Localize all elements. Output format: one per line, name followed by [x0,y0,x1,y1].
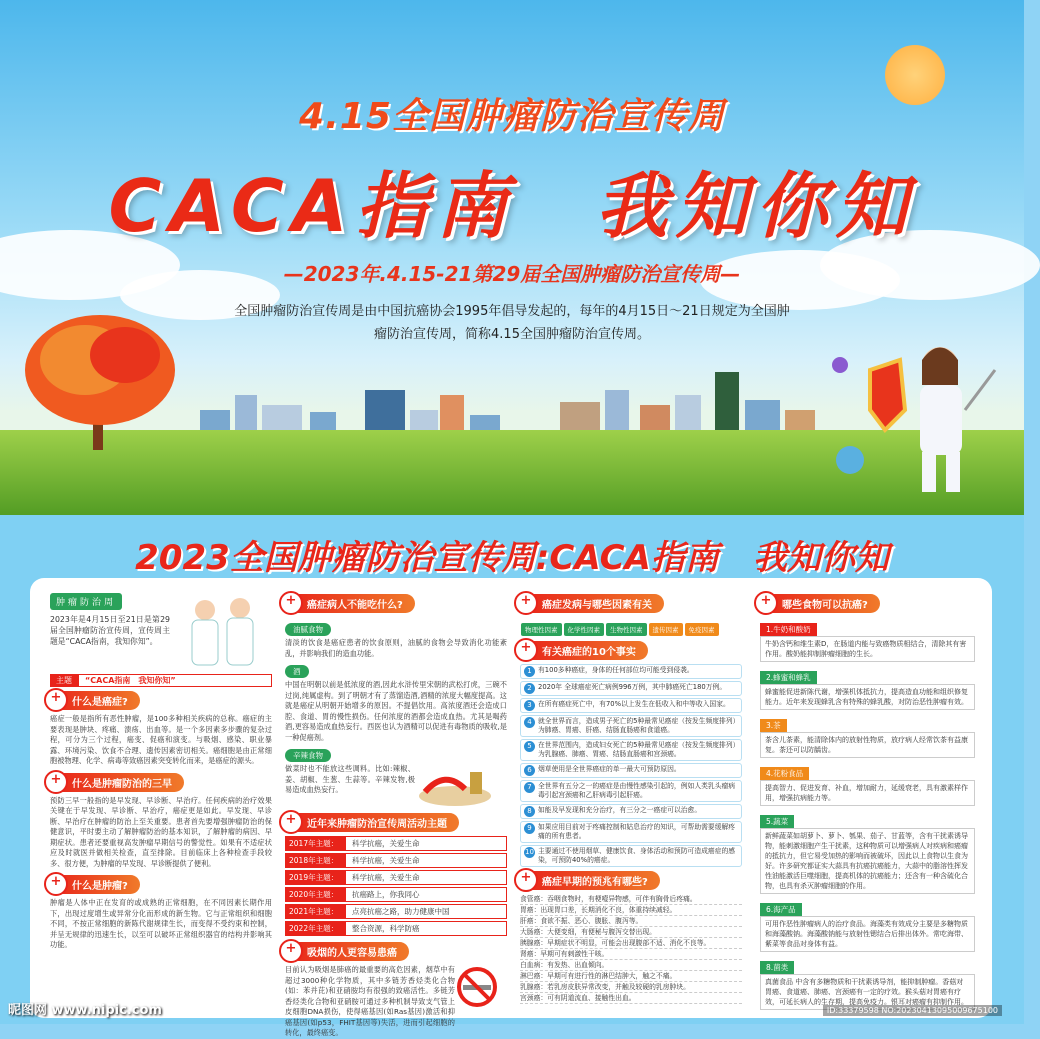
subheading: 酒 [285,665,309,678]
symptom-item: 肾癌：早期可有刺激性干咳。 [520,949,742,960]
week-badge: 肿瘤防治周 [50,593,122,610]
header-subtitle: 4.15全国肿瘤防治宣传周 [299,96,725,137]
food-heading: 4.花粉食品 [760,767,809,780]
timeline-row: 2019年主题： 科学抗癌，关爱生命 [285,870,507,885]
section-title: + 癌症发病与哪些因素有关 [520,594,664,613]
food-item [760,617,975,662]
food-item [760,761,975,806]
section-title: + 癌症病人不能吃什么? [285,594,415,613]
factor-tag: 免疫因素 [685,623,719,636]
heart-tree-icon [15,310,185,450]
symptom-item: 宫颈癌：可有阴道流血、接触性出血。 [520,993,742,1004]
section-body: 清淡的饮食是癌症患者的饮食原则，油腻的食物会导致消化功能紊乱，并影响我们的造血功能。 [285,638,507,658]
banner-title: 2023全国肿瘤防治宣传周:CACA指南 我知你知 [135,538,889,578]
symptom-item: 食管癌：吞咽食物时，有梗噎异物感，可伴有胸骨后疼痛。 [520,894,742,905]
fact-item: 4 就全世界而言，造成男子死亡的5种最常见癌症（按发生频度排列）为肺癌、胃癌、肝癌、结肠直肠癌和食道癌。 [520,715,742,737]
symptom-item: 胰腺癌：早期症状不明显，可能会出现腹部不适、消化不良等。 [520,938,742,949]
food-heading: 3.茶 [760,719,787,732]
watermark-logo: 昵图网 www.nipic.com [8,1003,162,1018]
food-item [760,713,975,758]
food-body: 可用作恶性肿瘤病人的治疗食品。海藻类有效成分主要是多糖物质和海藻酸钠。海藻酸钠能与放射性锶结合后排出体外。常吃海带、紫菜等食品对身体有益。 [760,916,975,952]
timeline-row: 2020年主题： 抗癌路上，你我同心 [285,887,507,902]
factor-tag: 物理性因素 [521,623,562,636]
symptom-item: 淋巴癌：早期可有进行性的淋巴结肿大，触之不痛。 [520,971,742,982]
fact-item: 3 在所有癌症死亡中，有70%以上发生在低收入和中等收入国家。 [520,698,742,713]
doctors-illustration [170,590,270,670]
section-title: + 有关癌症的10个事实 [520,641,648,660]
section-body: 预防三早一般指的是早发现、早诊断、早治疗。任何疾病的治疗效果关键在于早发现、早诊断、早治疗，癌症更是如此。早发现、早诊断、早治疗在肿瘤的防治上至关重要。患者首先要增强肿瘤防治的保健意识，平时要主动了解肿瘤防治的基本知识，了解肿瘤的病因、早期症状。患者还要重视高发肿瘤早期信号的警觉性。如果有不适症状应及时就医并做相关检查，直至排除。目前临床上各种检查手段较多、很方便，为肿瘤的早发现、早诊断提供了便利。 [50,795,272,868]
symptom-item: 白血病：有发热、出血倾向。 [520,960,742,971]
spicy-food-icon [415,764,495,809]
food-heading: 8.菌类 [760,961,794,974]
timeline-row: 2017年主题： 科学抗癌，关爱生命 [285,836,507,851]
food-body: 真菌食品 中含有多糖物质和干扰素诱导剂，能抑制肿瘤。香菇对胃癌、食道癌、肺癌、宫颈癌有一定的疗效。猴头菇对胃癌有疗效，可延长病人的生存期，提高免疫力。银耳对癌瘤有抑制作用。 [760,974,975,1010]
food-item [760,955,975,1010]
section-title: + 什么是肿瘤? [50,875,140,894]
section-body: 癌症一般是指所有恶性肿瘤，是100多种相关疾病的总称。癌症的主要表现是肿块、疼痛、溃疡、出血等。是一个多因素多步骤的复杂过程，可分为三个过程，癌变、促癌和演变。与吸烟、感染、职业暴露、环境污染、饮食不合理、遗传因素密切相关。癌细胞是由正常细胞被物理、化学、病毒等致癌因素突变转化而来，是癌症的源头。 [50,714,272,765]
column-1 [50,590,272,951]
food-heading: 6.海产品 [760,903,802,916]
food-body: 新鲜蔬菜如胡萝卜、萝卜、瓠果、茄子、甘蓝等，含有干扰素诱导物，能刺激细胞产生干扰素，这种物质可以增强病人对疾病和癌瘤的抵抗力，但它易受加热的影响而被破坏，因此以上食物以生食为好。许多研究都证实大蒜具有抗癌抗癌能力，大蒜中的脂溶性挥发性油能激活巨噬细胞，提高机体的抗癌能力；还含有一种含硫化合物，也具有杀灭肿瘤细胞的作用。 [760,828,975,894]
factor-tag: 生物性因素 [606,623,647,636]
food-body: 茶含儿茶素，能清除体内的放射性物质，放疗病人经常饮茶有益康复。茶还可以防龋齿。 [760,732,975,758]
column-2 [285,590,507,1039]
column-4 [760,590,975,1013]
food-body: 牛奶含钙和维生素D，在肠道内能与致癌物质相结合，清除其有害作用。酸奶能抑制肿瘤细胞的生长。 [760,636,975,662]
fact-item: 2 2020年 全球癌症死亡病例996万例，其中肺癌死亡180万例。 [520,681,742,696]
symptom-item: 胃癌：出现胃口差，长期消化不良，体重持续减轻。 [520,905,742,916]
fact-item: 10 主要通过不使用烟草、健康饮食、身体活动和预防可造成癌症的感染，可预防40%的癌症。 [520,845,742,867]
header-intro: 全国肿瘤防治宣传周是由中国抗癌协会1995年倡导发起的，每年的4月15日～21日规定为全国肿瘤防治宣传周，简称4.15全国肿瘤防治宣传周。 [234,304,790,342]
food-item [760,665,975,710]
section-body: 目前认为吸烟是肺癌的最重要的高危因素，烟草中有超过3000种化学物质，其中多链芳香烃类化合物(如：苯并芘)和亚硝胺均有很强的致癌活性。多链芳香烃类化合物和亚硝胺可通过多种机制导致支气管上皮细胞DNA损伤，使得癌基因(如Ras基因)激活和抑癌基因(如p53，FHIT基因等)失活，进而引起细胞的转化，最终癌变。 [285,965,455,1037]
watermark-id: ID:33379598 NO:20230413095009675100 [823,1005,1002,1016]
fact-item: 7 全世界有五分之一的癌症是由慢性感染引起的，例如人类乳头瘤病毒引起宫颈癌和乙肝病毒引起肝癌。 [520,780,742,802]
doctor-hero-icon [830,330,1000,500]
food-item [760,809,975,894]
section-body: 做菜时也不能放这些调料。比如:辣椒、姜、胡椒、生葱、生蒜等。辛辣发物,极易造成血热妄行。 [285,764,415,794]
column-3 [520,590,742,1004]
header-edition: —2023年.4.15-21第29届全国肿瘤防治宣传周— [283,262,741,286]
factor-tags [520,617,742,637]
food-heading: 1.牛奶和酸奶 [760,623,817,636]
fact-item: 1 有100多种癌症，身体的任何部位均可能受到侵袭。 [520,664,742,679]
food-body: 蜂蜜能促进新陈代谢，增强机体抵抗力，提高造血功能和组织修复能力。近年来发现蜂乳含有特殊的蜂乳酸，对防治恶性肿瘤有效。 [760,684,975,710]
theme-timeline [285,836,507,936]
fact-item: 9 如果应用目前对于疼痛控制和姑息治疗的知识，可帮助需要缓解疼痛的所有患者。 [520,821,742,843]
facts-list [520,664,742,867]
section-title: + 癌症早期的预兆有哪些? [520,871,660,890]
poster-header [0,0,1024,515]
symptom-item: 肝癌：食欲不振、恶心、腹胀、腹泻等。 [520,916,742,927]
timeline-row: 2021年主题： 点亮抗癌之路，助力健康中国 [285,904,507,919]
subheading: 油腻食物 [285,623,331,636]
symptoms-list [520,894,742,1004]
fact-item: 6 烟草使用是全世界癌症的单一最大可预防原因。 [520,763,742,778]
subheading: 辛辣食物 [285,749,331,762]
theme-value: “CACA指南 我知你知” [78,674,272,687]
foods-list [760,617,975,1010]
timeline-row: 2022年主题： 整合资源，科学防癌 [285,921,507,936]
header-title: CACA指南 我知你知 [108,164,916,248]
section-title: + 吸烟的人更容易患癌 [285,942,409,961]
section-title: + 哪些食物可以抗癌? [760,594,880,613]
no-smoking-icon [455,965,500,1010]
theme-label: 主题 [50,674,78,687]
lead-text: 2023年是4月15日至21日是第29届全国肿瘤防治宣传周，宣传周主题是“CACA指南，我知你知”。 [50,615,170,646]
section-body: 肿瘤是人体中正在发育的或成熟的正常细胞，在不同因素长期作用下，出现过度增生或异常分化而形成的新生物。它与正常组织和细胞不同，不按正常细胞的新陈代谢规律生长，而变得不受约束和控制，并呈无规律的迅速生长，以至可以破坏正常组织器官的结构并影响其功能。 [50,898,272,949]
fact-item: 8 如能及早发现和充分治疗，有三分之一癌症可以治愈。 [520,804,742,819]
section-title: + 近年来肿瘤防治宣传周活动主题 [285,813,459,832]
food-body: 提高智力、促进发育、补血，增加耐力，延缓衰老，具有激素样作用，增强抗病能力等。 [760,780,975,806]
section-title: + 什么是肿瘤防治的三早 [50,773,184,792]
fact-item: 5 在世界范围内，造成妇女死亡的5种最常见癌症（按发生频度排列）为乳腺癌、肺癌、胃癌、结肠直肠癌和宫颈癌。 [520,739,742,761]
food-item [760,897,975,952]
symptom-item: 大肠癌：大便变细，有便秘与腹泻交替出现。 [520,927,742,938]
factor-tag: 遗传因素 [649,623,683,636]
factor-tag: 化学性因素 [564,623,605,636]
food-heading: 5.蔬菜 [760,815,794,828]
section-title: + 什么是癌症? [50,691,140,710]
food-heading: 2.蜂蜜和蜂乳 [760,671,817,684]
section-body: 中国在明朝以前是低浓度的酒,因此水浒传里宋朝的武松打虎，三碗不过岗,纯属虚构。到了明朝才有了蒸馏造酒,酒精的浓度大幅度提高。这就是癌症从明朝开始增多的原因。不提倡饮用。高浓度酒还会造成口腔、食道、胃的慢性损伤。任何浓度的酒都会造成血热。尤其是喝药酒,更容易造成血热妄行。西医也认为酒精可以促进有毒物质的吸收,是一种促癌剂。 [285,680,507,742]
symptom-item: 乳腺癌：若乳房皮肤异常改变，并触及较硬的乳房肿块。 [520,982,742,993]
timeline-row: 2018年主题： 科学抗癌，关爱生命 [285,853,507,868]
